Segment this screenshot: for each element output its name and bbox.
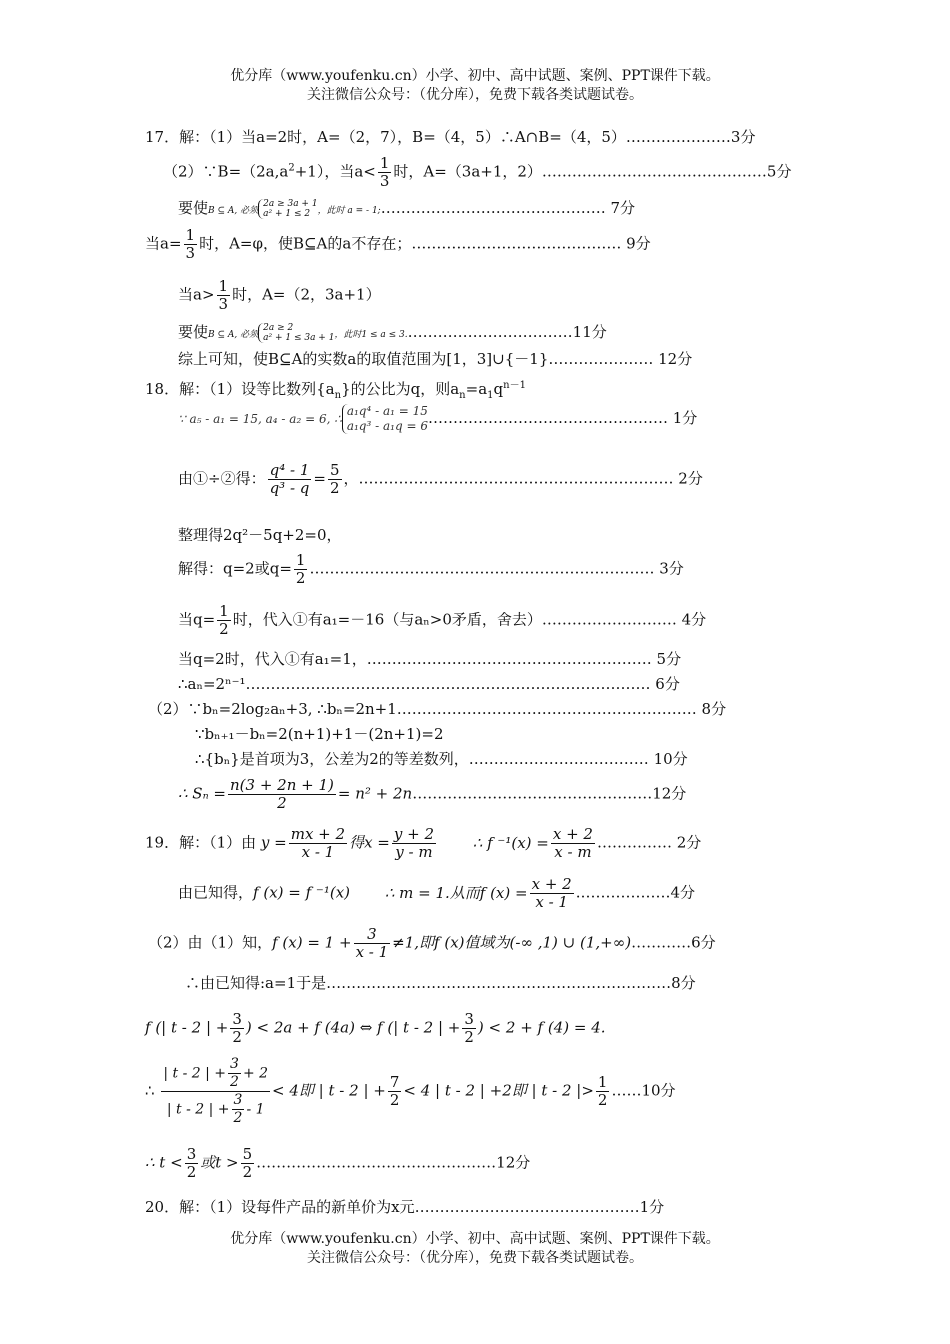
q18-line-10: ∵bₙ₊₁－bₙ=2(n+1)+1－(2n+1)=2 — [195, 725, 444, 743]
q17-line-3: 要使B ⊆ A, 必须 2a ≥ 3a + 1 a² + 1 ≤ 2 ，此时 a = - 1;……………………………………… 7分 — [178, 199, 636, 219]
q18-line-7: 当q=2时，代入①有a₁=1，………………………………………………… 5分 — [178, 650, 682, 668]
q19-line-5: f (| t - 2 | + $\frac{3}{2}$ ) < 2a + f (4a) ⇔ f (| t - 2 | + $\frac{3}{2}$ ) < 2 + f (4) = 4. — [145, 1010, 606, 1046]
q17-line-4: 当a= $\frac{1}{3}$ 时，A=φ，使B⊆A的a不存在；…………………………………… 9分 — [145, 226, 651, 262]
q18-line-6: 当q= $\frac{1}{2}$ 时，代入①有a₁=－16（与aₙ>0矛盾，舍去）……………………… 4分 — [178, 602, 707, 638]
q18-line-2: ∵ a₅ - a₁ = 15, a₄ - a₂ = 6, ∴ a₁q⁴ - a₁ = 15 a₁q³ - a₁q = 6 ………………………………………… 1分 — [178, 404, 698, 433]
q20-line-1: 20．解：（1）设每件产品的新单价为x元………………………………………1分 — [145, 1198, 665, 1216]
header-line-1: 优分库（www.youfenku.cn）小学、初中、高中试题、案例、PPT课件下载。 — [230, 68, 720, 84]
q18-line-3: 由①÷②得： $\frac{\text{q⁴ - 1}}{\text{q³ - q}}$ = $\frac{5}{2}$ ，……………………………………………………… 2分 — [178, 461, 703, 497]
q19-line-3: （2）由（1）知，f (x) = 1 + $\frac{3}{x - 1}$ ≠1,即f (x)值域为(-∞ ,1) ∪ (1,+∞)…………6分 — [148, 925, 716, 961]
q19-line-6: ∴ | t - 2 | + $\frac{3}{2}$ + 2 | t - 2 | + $\frac{3}{2}$ - 1 < 4即 | t - 2 | + $\frac{7}{2}$ < 4 | t - 2 | +2即 | t - 2 |> $\frac{1}{2}$ ……10分 — [145, 1056, 676, 1126]
q18-line-11: ∴{bₙ}是首项为3，公差为2的等差数列，……………………………… 10分 — [195, 750, 688, 768]
q18-line-12: ∴ Sₙ = $\frac{n(3 + 2n + 1)}{2}$ = n² + 2n…………………………………………12分 — [178, 776, 687, 812]
q19-line-2: 由已知得，f (x) = f ⁻¹(x) ∴ m = 1.从而f (x) = $\frac{x + 2}{x - 1}$ .………………4分 — [178, 875, 696, 911]
q17-line-5: 当a> $\frac{1}{3}$ 时，A=（2，3a+1） — [178, 277, 381, 313]
q18-line-1: 18．解：（1）设等比数列$\{a_n\}$的公比为q，则$a_n=a_1q^{n-1}$ — [145, 380, 526, 401]
q18-line-5: 解得：q=2或q= $\frac{1}{2}$ …………………………………………………………… 3分 — [178, 551, 684, 587]
header-line-2: 关注微信公众号：（优分库），免费下载各类试题试卷。 — [307, 87, 643, 103]
q17-line-7: 综上可知，使B⊆A的实数a的取值范围为[1，3]∪{－1}………………… 12分 — [178, 350, 693, 368]
q19-line-4: ∴由已知得:a=1于是……………………………………………………………8分 — [185, 974, 696, 992]
q17-line-2: $(2)\because B=(2a,a^2+1)$，当a< $\frac{1}{3}$ 时，A=（3a+1，2）………………………………………5分 — [163, 154, 792, 190]
q18-line-4: 整理得2q²－5q+2=0， — [178, 526, 342, 544]
q17-line-1: 17．解：（1）当a=2时，A=（2，7），B=（4，5）∴A∩B=（4，5）…………………3分 — [145, 128, 756, 146]
footer-line-1: 优分库（www.youfenku.cn）小学、初中、高中试题、案例、PPT课件下载。 — [230, 1231, 720, 1247]
fraction: $\frac{1}{3}$ — [379, 154, 390, 190]
q18-line-8: ∴aₙ=2ⁿ⁻¹……………………………………………………………………… 6分 — [178, 675, 680, 693]
q19-line-1: 19．解：（1）由 y = $\frac{mx + 2}{x - 1}$ 得x = $\frac{y + 2}{y - m}$ ∴ f ⁻¹(x) = $\frac{x + 2}{x - m}$ …………… 2分 — [145, 825, 702, 861]
footer-line-2: 关注微信公众号：（优分库），免费下载各类试题试卷。 — [307, 1250, 643, 1266]
q18-line-9: （2）∵bₙ=2log₂aₙ+3, ∴bₙ=2n+1…………………………………………………… 8分 — [148, 700, 727, 718]
q19-line-7: ∴ t < $\frac{3}{2}$ 或t > $\frac{5}{2}$ …………………………………………12分 — [145, 1145, 531, 1181]
q17-line-6: 要使B ⊆ A, 必须 2a ≥ 2 a² + 1 ≤ 3a + 1 ，此时1 ≤ a ≤ 3.……………………………11分 — [178, 323, 607, 343]
